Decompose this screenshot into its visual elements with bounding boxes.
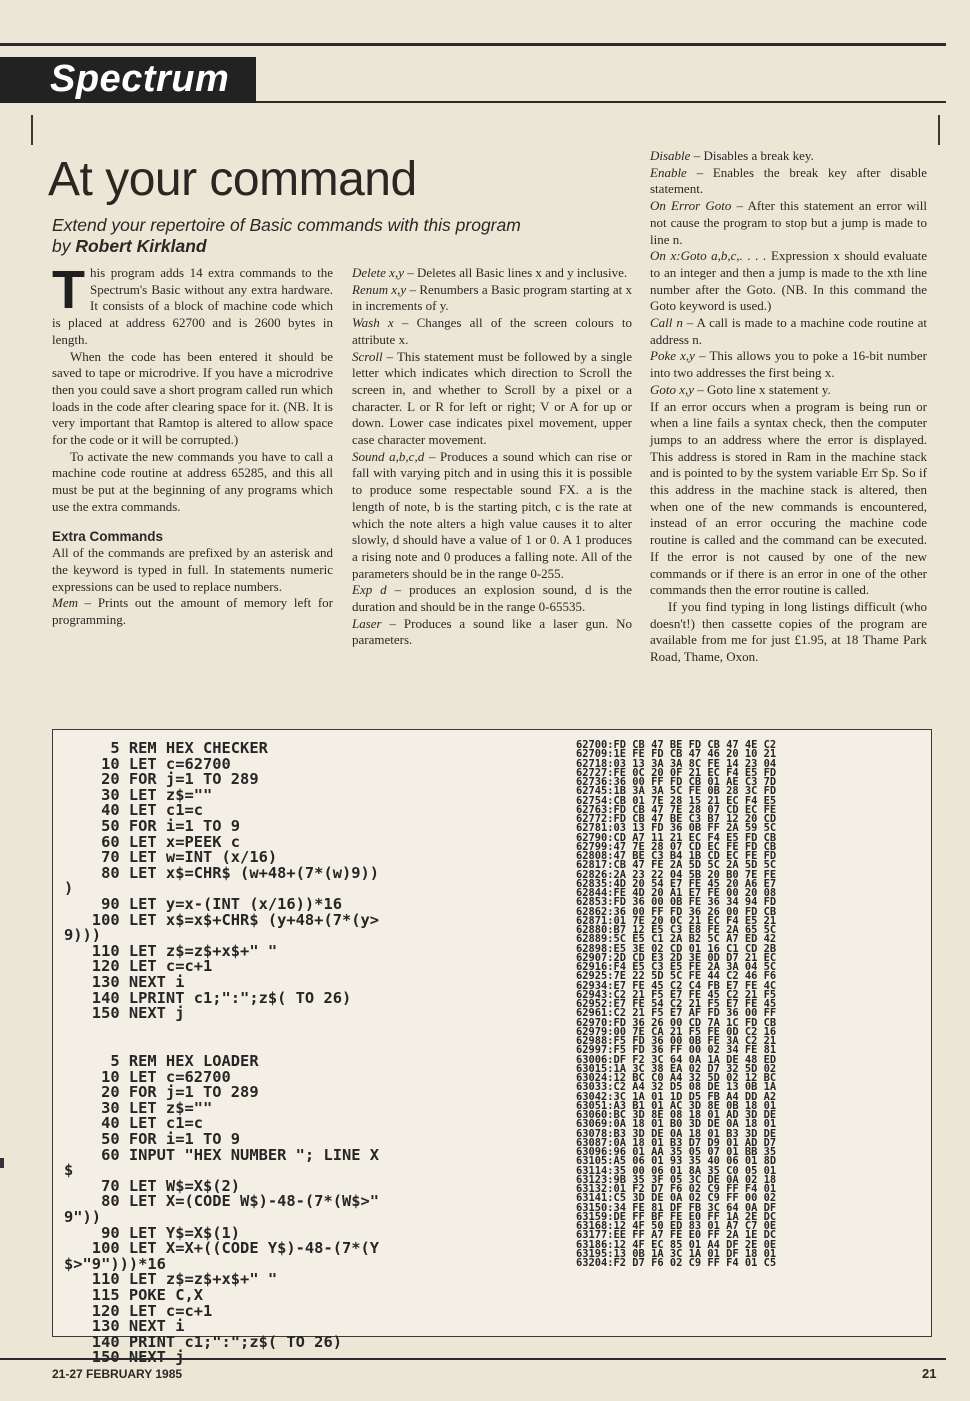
listing-line: 5 REM HEX CHECKER: [110, 739, 268, 757]
command-term: Scroll: [352, 348, 383, 364]
command-entry: [352, 349, 632, 449]
listing-line: 63204:F2 D7 F6 02 C9 FF F4 01 C5: [576, 1257, 777, 1269]
listing-line: 62790:CD A7 11 21 EC F4 E5 FD CB: [576, 831, 777, 844]
banner-rule: [256, 101, 946, 103]
listing-line: 62781:03 13 FD 36 0B FF 2A 59 5C: [576, 822, 777, 835]
listing-line: 50 FOR i=1 TO 9: [101, 816, 241, 835]
listing-line: 62835:4D 20 54 E7 FE 45 20 A6 E7: [576, 877, 777, 890]
command-desc: – This allows you to poke a 16-bit number into two addresses the first being x.: [650, 348, 927, 381]
paragraph: If you find typing in long listings difficult (who doesn't!) then cassette copies of the program are available from me for just £1.95, at 18 Thame Park Road, Thame, Oxon.: [650, 598, 927, 665]
listing-line: 62889:5C E5 C1 2A B2 5C A7 ED 42: [576, 933, 777, 946]
listing-line: 100 LET x$=x$+CHR$ (y+48+(7*(y>: [91, 910, 380, 929]
command-entry: [352, 449, 632, 583]
command-term: Delete x,y: [352, 265, 404, 280]
standfirst-text: Extend your repertoire of Basic commands with this program: [52, 215, 521, 235]
command-entry: [650, 148, 927, 165]
listing-line: 62700:FD CB 47 BE FD CB 47 4E C2: [576, 739, 777, 751]
listing-line: 62961:C2 21 F5 E7 AF FD 36 00 FF: [576, 1007, 777, 1020]
listing-line: 62925:7E 22 5D 5C FE 44 C2 46 F6: [576, 970, 777, 983]
hex-dump-listing: [576, 741, 776, 1268]
command-entry: [52, 595, 333, 628]
listing-line: 140 PRINT c1;":";z$( TO 26): [91, 1332, 342, 1351]
byline-prefix: by: [52, 236, 71, 256]
listing-line: 70 LET W$=X$(2): [101, 1176, 241, 1195]
intro-paragraph: This program adds 14 extra commands to the Spectrum's Basic without any extra hardware. It consists of a block of machine code which is placed at address 62700 and is 2600 bytes in length.: [52, 260, 333, 347]
command-desc: – Disables a break key.: [690, 148, 814, 163]
listing-line: 140 LPRINT c1;":";z$( TO 26): [91, 988, 352, 1007]
frame-left-bar: [31, 115, 33, 145]
listing-line: 63159:DE FF BF FE E0 FF 1A 2E DC: [576, 1210, 777, 1223]
command-desc: Expression x should evaluate to an integer and then a jump is made to the xth line number after the Goto. (NB. In this command the Goto keyword is used.): [650, 248, 927, 314]
listing-line: 62799:47 7E 28 07 CD EC FE FD CB: [576, 840, 777, 853]
listing-line: 10 LET c=62700: [101, 754, 231, 773]
listing-line: 90 LET Y$=X$(1): [101, 1223, 241, 1242]
listing-line: 63168:12 4F 50 ED 83 01 A7 C7 0E: [576, 1220, 777, 1232]
listing-line: 70 LET w=INT (x/16): [101, 848, 278, 867]
command-term: Renum x,y: [352, 281, 407, 297]
command-term: Enable: [650, 164, 687, 180]
listing-line: 40 LET c1=c: [101, 1114, 203, 1133]
command-term: On Error Goto: [650, 198, 732, 214]
column-2: [352, 265, 632, 649]
listing-line: 40 LET c1=c: [101, 801, 203, 820]
listing-line: 62934:E7 FE 45 C2 C4 FB E7 FE 4C: [576, 979, 777, 992]
listing-line: 20 FOR j=1 TO 289: [101, 1083, 259, 1102]
listing-line: 62736:36 00 FF FD CB 01 AE C3 7D: [576, 776, 777, 788]
command-desc: – produces an explosion sound, d is the duration and should be in the range 0-65535.: [352, 582, 632, 615]
column-1: [52, 260, 333, 629]
listing-line: 63006:DF F2 3C 64 0A 1A DE 48 ED: [576, 1053, 777, 1066]
listing-line: 62997:F5 FD 36 FF 00 02 34 FE 81: [576, 1044, 777, 1057]
listing-line: 62844:FE 4D 20 A1 E7 FE 00 20 08: [576, 887, 777, 899]
command-desc: – This statement must be followed by a single letter which indicates which direction to Scroll the screen in, and whether to Scroll by a pixel or a character. L or R for left or right; V or A for up or down. Lower case indicates pixel movement, upper case character movement.: [352, 348, 632, 448]
command-desc: – Goto line x statement y.: [694, 381, 831, 397]
command-entry: [352, 265, 632, 282]
command-desc: – A call is made to a machine code routine at address n.: [650, 315, 927, 347]
command-term: Sound a,b,c,d: [352, 448, 425, 464]
listing-line: 62880:B7 12 E5 C3 E8 FE 2A 65 5C: [576, 924, 777, 936]
command-desc: – Prints out the amount of memory left for programming.: [52, 595, 333, 628]
listing-line: 63024:12 BC C0 A4 32 5D 02 12 BC: [576, 1072, 777, 1084]
listing-line: 63123:9B 35 3F 05 3C DE 0A 02 18: [576, 1173, 777, 1186]
drop-cap: T: [52, 260, 85, 320]
command-entry: [352, 282, 632, 315]
listing-line: 50 FOR i=1 TO 9: [101, 1129, 241, 1148]
listing-line: 62907:2D CD E3 2D 3E 0D D7 21 EC: [576, 951, 777, 964]
command-desc: – Enables the break key after disable statement.: [650, 164, 927, 197]
listing-line: 63015:1A 3C 38 EA 02 D7 32 5D 02: [576, 1062, 777, 1075]
command-term: Exp d: [352, 582, 387, 598]
section-title: Spectrum: [50, 58, 230, 100]
listing-line: 62943:C2 21 F5 E7 FE 45 C2 21 F5: [576, 988, 777, 1001]
listing-line: 110 LET z$=z$+x$+" ": [91, 1270, 278, 1289]
listing-line: 150 NEXT j: [64, 1004, 185, 1023]
listing-line: $>"9")))*16: [64, 1254, 166, 1273]
listing-line: 63078:B3 3D DE 0A 18 01 B3 3D DE: [576, 1127, 777, 1140]
command-entry: [650, 165, 927, 198]
listing-line: 120 LET c=c+1: [91, 1301, 213, 1320]
frame-right-bar: [938, 115, 940, 145]
command-term: Goto x,y: [650, 381, 695, 397]
listing-line: 100 LET X=X+((CODE Y$)-48-(7*(Y: [91, 1239, 380, 1258]
listing-line: 5 REM HEX LOADER: [110, 1052, 259, 1070]
column-3: [650, 148, 927, 666]
listing-line: 62727:FE 0C 20 0F 21 EC F4 E5 FD: [576, 766, 777, 779]
command-term: Poke x,y: [650, 348, 695, 364]
listing-line: 63114:35 00 06 01 8A 35 C0 05 01: [576, 1164, 777, 1177]
command-desc: – Produces a sound like a laser gun. No parameters.: [352, 615, 632, 648]
listing-line: 90 LET y=x-(INT (x/16))*16: [101, 894, 342, 913]
paragraph: All of the commands are prefixed by an asterisk and the keyword is typed in full. In statements numeric expressions can be used to replace numbers.: [52, 545, 333, 594]
listing-line: 62817:CB 47 FE 2A 5D 5C 2A 5D 5C: [576, 859, 777, 872]
command-term: Call n: [650, 315, 683, 331]
hex-loader-listing: [64, 1054, 379, 1366]
listing-line: 62745:1B 3A 3A 5C FE 0B 28 3C FD: [576, 785, 777, 798]
listing-line: 130 NEXT i: [91, 972, 185, 991]
listing-line: 62754:CB 01 7E 28 15 21 EC F4 E5: [576, 794, 777, 807]
listing-line: 60 INPUT "HEX NUMBER "; LINE X: [101, 1145, 380, 1164]
listing-line: 62862:36 00 FF FD 36 26 00 FD CB: [576, 905, 777, 918]
listing-line: 9")): [64, 1207, 102, 1226]
listing-line: 115 POKE C,X: [91, 1285, 203, 1304]
listing-line: 62979:00 7E CA 21 F5 FE 0D C2 16: [576, 1025, 777, 1038]
listing-line: 62826:2A 23 22 04 5B 20 B0 7E FE: [576, 868, 777, 881]
listing-line: 62763:FD CB 47 7E 28 07 CD EC FE: [576, 803, 777, 816]
listing-line: 63042:3C 1A 01 1D D5 FB A4 DD A2: [576, 1090, 777, 1103]
hex-checker-listing: [64, 741, 379, 1022]
command-term: Wash x: [352, 315, 394, 331]
listing-line: 63186:12 4F EC 85 01 A4 DF 2E 0E: [576, 1238, 777, 1251]
listing-line: 130 NEXT i: [91, 1317, 185, 1336]
listing-line: 30 LET z$="": [101, 1098, 213, 1117]
listing-line: 63051:A3 B1 01 AC 3D 8E 0B 18 01: [576, 1099, 777, 1112]
command-entry: [650, 382, 927, 399]
command-entry: [650, 248, 927, 315]
listing-line: 80 LET x$=CHR$ (w+48+(7*(w)9)): [101, 863, 380, 882]
command-entry: [650, 315, 927, 348]
paragraph: If an error occurs when a program is being run or when a line fails a syntax check, then the computer jumps to an address where the error is displayed. This address is stored in Ram in the machine stack and is pointed to by the system variable Err Sp. So if this address in the machine stack is altered, then when one of the new commands is encountered, instead of an error occuring the machine code routine is called and the command can be executed. If the error is not caused by one of the new commands or if there is an error in one of the other commands then the error routine is called.: [650, 398, 927, 598]
listing-line: 62709:1E FE FD CB 47 46 20 10 21: [576, 748, 777, 761]
command-entry: [650, 348, 927, 381]
listing-line: 30 LET z$="": [101, 785, 213, 804]
subheading: Extra Commands: [52, 528, 164, 544]
paragraph: To activate the new commands you have to call a machine code routine at address 65285, and this all must be put at the beginning of any programs which use the extra commands.: [52, 448, 333, 514]
listing-line: 62952:E7 FE 54 C2 21 F5 E7 FE 45: [576, 998, 777, 1010]
listing-line: 120 LET c=c+1: [91, 957, 213, 976]
page-number: 21: [922, 1366, 937, 1381]
listing-line: 63087:0A 18 01 B3 D7 D9 01 AD D7: [576, 1136, 777, 1149]
listing-line: 62718:03 13 3A 3A 8C FE 14 23 04: [576, 757, 777, 770]
paragraph: When the code has been entered it should be saved to tape or microdrive. If you have a microdrive then you could save a short program called run which loads in the code after clearing space for it. (NB. It is very important that Ramtop is altered to allow space for the code or it will be corrupted.): [52, 348, 333, 448]
standfirst: [52, 215, 632, 257]
top-rule: [0, 43, 946, 46]
listing-line: 63033:C2 A4 32 D5 08 DE 13 0B 1A: [576, 1081, 777, 1094]
command-term: On x:Goto a,b,c,. . . .: [650, 248, 767, 264]
listing-line: 63177:EE FF A7 FE E0 FF 2A 1E DC: [576, 1229, 777, 1242]
listing-line: 80 LET X=(CODE W$)-48-(7*(W$>": [101, 1192, 380, 1211]
command-entry: [650, 198, 927, 248]
command-term: Mem: [52, 595, 78, 611]
command-desc: – Renumbers a Basic program starting at x in increments of y.: [352, 281, 633, 314]
listing-line: $: [64, 1161, 74, 1180]
listing-line: 60 LET x=PEEK c: [101, 832, 241, 851]
listing-line: 10 LET c=62700: [101, 1067, 231, 1086]
listing-line: 63060:BC 3D 8E 08 18 01 AD 3D DE: [576, 1109, 777, 1121]
listing-line: 62898:E5 3E 02 CD 01 16 C1 CD 2B: [576, 942, 777, 955]
byline-name: Robert Kirkland: [75, 236, 207, 256]
listing-line: 110 LET z$=z$+x$+" ": [91, 941, 278, 960]
command-desc: – Deletes all Basic lines x and y inclusive.: [403, 265, 628, 280]
listing-line: 63096:96 01 AA 35 05 07 01 BB 35: [576, 1146, 777, 1158]
listing-line: 62970:FD 36 26 00 CD 7A 1C FD CB: [576, 1016, 777, 1029]
listing-line: 63105:A5 06 01 93 35 40 06 01 8D: [576, 1155, 777, 1168]
listing-line: 63141:C5 3D DE 0A 02 C9 FF 00 02: [576, 1192, 777, 1205]
headline: At your command: [48, 153, 417, 206]
command-desc: – Produces a sound which can rise or fall with varying pitch and in using this it is possible to produce some respectable sound FX. a is the length of note, b is the starting pitch, c is the rate at which the note alters a high value causes it to alter slowly, d should have a value of 1 or 0. A 1 produces a rising note and 0 produces a falling note. All of the parameters should be in the range 0-255.: [352, 448, 632, 581]
listing-line: 62808:47 BE C3 B4 1B CD EC FE FD: [576, 850, 777, 862]
listing-line: 62853:FD 36 00 0B FE 36 34 94 FD: [576, 896, 777, 909]
listing-line: 62772:FD CB 47 BE C3 B7 12 20 CD: [576, 813, 777, 825]
listing-line: 62871:01 7E 20 0C 21 EC F4 E5 21: [576, 914, 777, 927]
command-term: Laser: [352, 615, 382, 631]
command-desc: – Changes all of the screen colours to attribute x.: [352, 315, 632, 347]
command-entry: [352, 582, 632, 615]
listing-line: 9))): [64, 926, 102, 945]
listing-line: 62916:F4 E5 C3 E5 FE 2A 3A 04 5C: [576, 961, 777, 973]
listing-line: 20 FOR j=1 TO 289: [101, 770, 259, 789]
listing-line: 63195:13 0B 1A 3C 1A 01 DF 18 01: [576, 1247, 777, 1260]
listing-line: 63132:01 F2 D7 F6 02 C9 FF F4 01: [576, 1183, 777, 1195]
command-term: Disable: [650, 148, 691, 163]
listing-line: ): [64, 879, 74, 898]
listing-line: 63069:0A 18 01 B0 3D DE 0A 18 01: [576, 1118, 777, 1131]
footer-date: 21-27 FEBRUARY 1985: [52, 1367, 183, 1381]
section-banner: [0, 57, 256, 103]
command-entry: [352, 616, 632, 649]
margin-mark: [0, 1158, 4, 1168]
bottom-rule: [0, 1358, 946, 1360]
command-entry: [352, 315, 632, 348]
listing-line: 62988:F5 FD 36 00 0B FE 3A C2 21: [576, 1035, 777, 1047]
listing-line: 63150:34 FE 81 DF FB 3C 64 0A DF: [576, 1201, 777, 1214]
command-desc: – After this statement an error will not cause the program to stop but a jump is made to line n.: [650, 198, 927, 247]
